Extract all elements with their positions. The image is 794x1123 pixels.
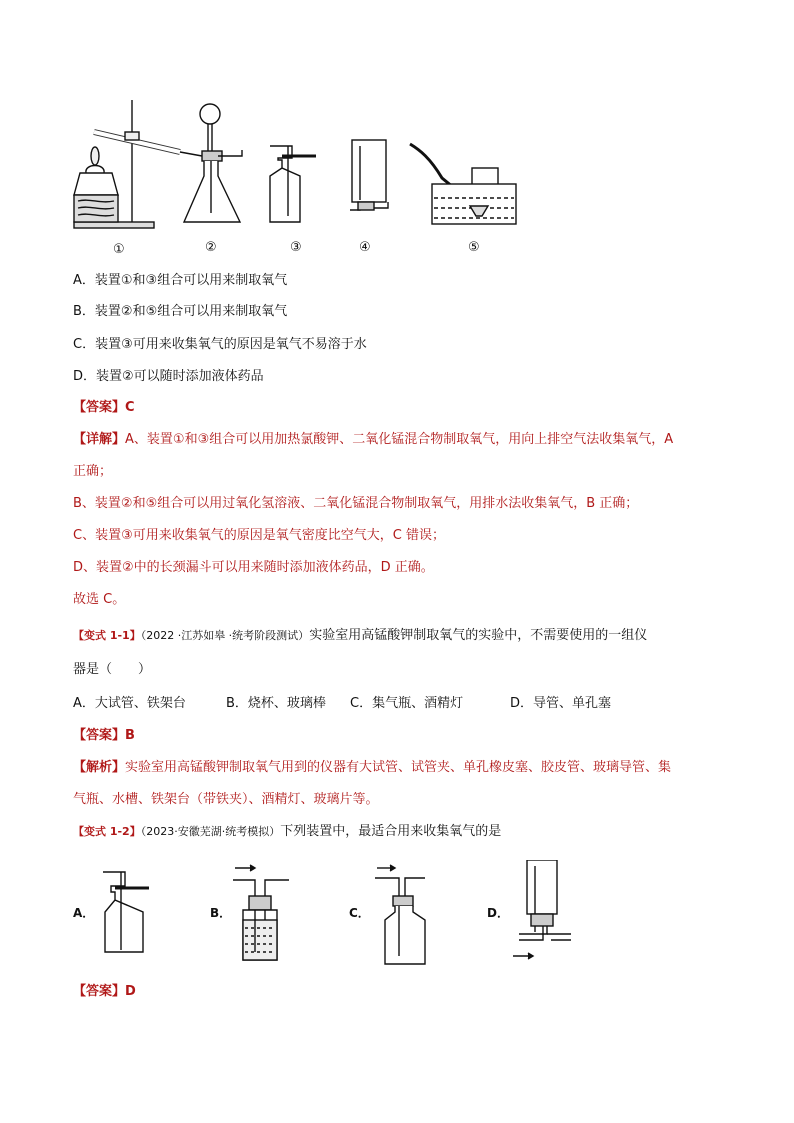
- v2-answer: [73, 982, 136, 1002]
- q1-detail-line-5: D、装置②中的长颈漏斗可以用来随时添加液体药品，D 正确。: [73, 560, 434, 575]
- v2-option-c-drawing: [375, 865, 425, 964]
- v2-option-d-letter: D．: [487, 906, 509, 920]
- v1-option-d: D．导管、单孔塞: [510, 696, 612, 711]
- q1-detail-line-1: [73, 430, 673, 450]
- apparatus-5-drawing: [410, 144, 516, 224]
- v2-options-figure: [95, 860, 595, 970]
- q1-option-a: A．装置①和③组合可以用来制取氧气: [73, 273, 288, 288]
- apparatus-1-drawing: [74, 100, 202, 228]
- v2-option-b-drawing: [233, 865, 289, 960]
- v2-answer-label: 【答案】: [73, 984, 126, 999]
- v2-stem: [73, 822, 501, 842]
- q1-answer-label: 【答案】: [73, 400, 126, 415]
- apparatus-label-1: ①: [113, 242, 125, 257]
- apparatus-4-drawing: [350, 140, 388, 210]
- v1-stem-text: 实验室用高锰酸钾制取氧气的实验中，不需要使用的一组仪: [309, 628, 648, 643]
- v1-analysis-label: 【解析】: [73, 760, 126, 775]
- q1-option-c: C．装置③可用来收集氧气的原因是氧气不易溶于水: [73, 337, 367, 352]
- v1-option-b: B．烧杯、玻璃棒: [226, 696, 326, 711]
- apparatus-figure: [70, 98, 530, 238]
- apparatus-2-drawing: [184, 104, 242, 222]
- v2-option-a-letter: A．: [73, 906, 95, 920]
- q1-detail-text-1: A、装置①和③组合可以用加热氯酸钾、二氧化锰混合物制取氧气，用向上排空气法收集氧气，A: [125, 432, 674, 447]
- v1-tag: 【变式 1-1】: [73, 629, 141, 642]
- apparatus-label-3: ③: [290, 240, 302, 255]
- q1-answer-value: C: [125, 400, 135, 415]
- q1-conclusion: 故选 C。: [73, 592, 126, 607]
- v1-option-c: C．集气瓶、酒精灯: [350, 696, 464, 711]
- v1-answer-value: B: [125, 728, 135, 743]
- v2-answer-value: D: [125, 984, 136, 999]
- v2-option-a-drawing: [103, 872, 149, 952]
- v2-option-c-letter: C．: [349, 906, 370, 920]
- q1-answer: [73, 398, 135, 418]
- v2-stem-text: 下列装置中，最适合用来收集氧气的是: [280, 824, 502, 839]
- v1-source: （2022 ·江苏如皋 ·统考阶段测试）: [140, 629, 310, 642]
- v1-option-a: A．大试管、铁架台: [73, 696, 186, 711]
- v1-answer: [73, 726, 135, 746]
- apparatus-label-5: ⑤: [468, 240, 480, 255]
- v1-analysis-line-1: [73, 758, 671, 778]
- v2-source: （2023·安徽芜湖·统考模拟）: [140, 825, 281, 838]
- q1-detail-line-4: C、装置③可用来收集氧气的原因是氧气密度比空气大，C 错误；: [73, 528, 445, 543]
- q1-detail-label: 【详解】: [73, 432, 126, 447]
- v2-tag: 【变式 1-2】: [73, 825, 141, 838]
- v2-option-b-letter: B．: [210, 906, 232, 920]
- q1-detail-line-3: B、装置②和⑤组合可以用过氧化氢溶液、二氧化锰混合物制取氧气，用排水法收集氧气，B 正确；: [73, 496, 639, 511]
- apparatus-3-drawing: [270, 146, 316, 222]
- v1-answer-label: 【答案】: [73, 728, 126, 743]
- q1-option-d: D．装置②可以随时添加液体药品: [73, 369, 264, 384]
- apparatus-label-2: ②: [205, 240, 217, 255]
- v1-analysis-line-2: 气瓶、水槽、铁架台（带铁夹）、酒精灯、玻璃片等。: [73, 792, 379, 807]
- v1-stem-line-2: 器是（ ）: [73, 662, 152, 677]
- v2-option-d-drawing: [513, 860, 571, 959]
- v1-stem-line-1: [73, 626, 647, 646]
- q1-detail-line-2: 正确；: [73, 464, 113, 479]
- v1-analysis-text-1: 实验室用高锰酸钾制取氧气用到的仪器有大试管、试管夹、单孔橡皮塞、胶皮管、玻璃导管、集: [125, 760, 672, 775]
- q1-option-b: B．装置②和⑤组合可以用来制取氧气: [73, 304, 288, 319]
- apparatus-label-4: ④: [359, 240, 371, 255]
